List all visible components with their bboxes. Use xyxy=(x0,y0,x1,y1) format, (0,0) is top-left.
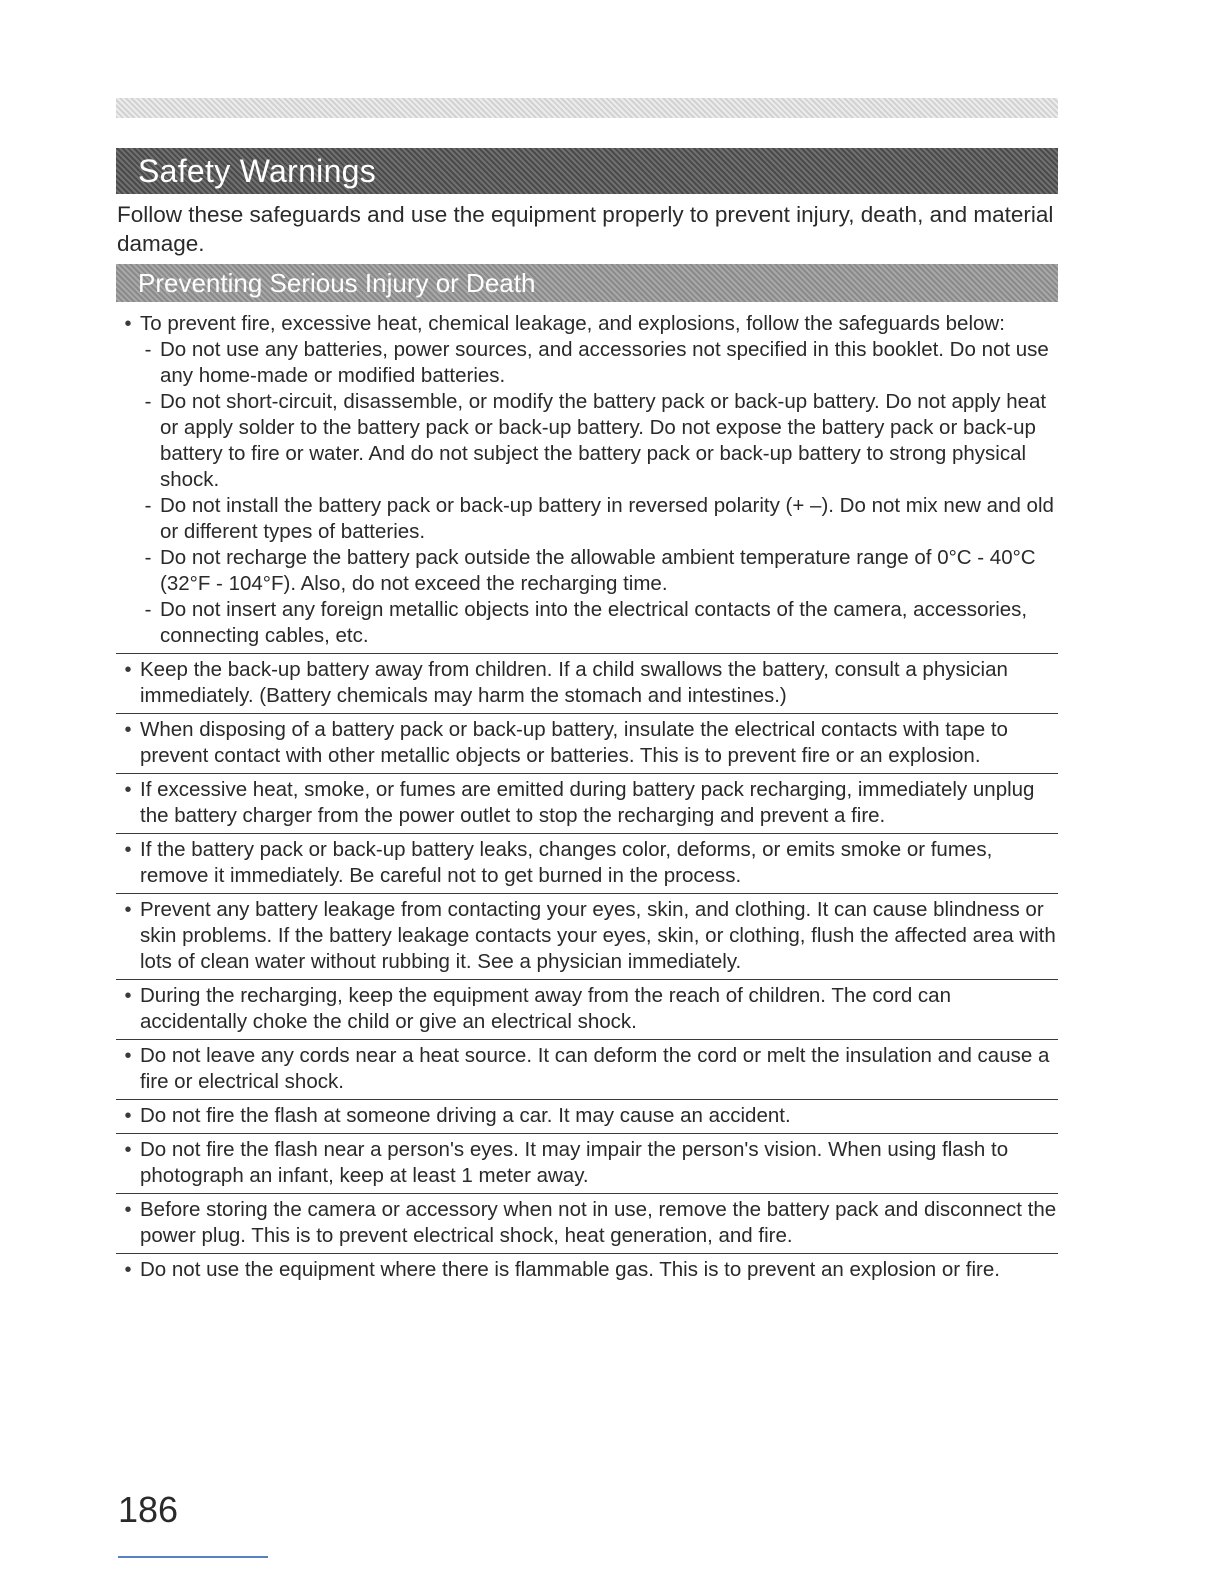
footer-rule xyxy=(118,1556,268,1558)
warning-text: Keep the back-up battery away from children. If a child swallows the battery, consult a physician immediately. (Battery chemicals may harm the stomach and intestines.) xyxy=(140,658,1008,707)
warning-sub-text: Do not install the battery pack or back-up battery in reversed polarity (+ –). Do not mix new and old or different types of batteries. xyxy=(160,494,1054,543)
warning-text: If excessive heat, smoke, or fumes are emitted during battery pack recharging, immediately unplug the battery charger from the power outlet to stop the recharging and prevent a fire. xyxy=(140,778,1035,827)
warning-text: Do not use the equipment where there is flammable gas. This is to prevent an explosion or fire. xyxy=(140,1258,1000,1281)
warning-text: Prevent any battery leakage from contacting your eyes, skin, and clothing. It can cause blindness or skin problems. If the battery leakage contacts your eyes, skin, or clothing, flush the affected area with lots of clean water without rubbing it. See a physician immediately. xyxy=(140,898,1056,973)
warning-sub-item xyxy=(140,545,1058,597)
warning-text: During the recharging, keep the equipment away from the reach of children. The cord can accidentally choke the child or give an electrical shock. xyxy=(140,984,951,1033)
intro-text: Follow these safeguards and use the equipment properly to prevent injury, death, and material damage. xyxy=(117,202,1054,256)
page-number: 186 xyxy=(118,1489,179,1530)
bullet-icon: • xyxy=(124,719,132,741)
bullet-icon: • xyxy=(124,1105,132,1127)
warning-sub-item xyxy=(140,337,1058,389)
warning-text: Do not fire the flash at someone driving a car. It may cause an accident. xyxy=(140,1104,791,1127)
warning-text: Do not leave any cords near a heat source. It can deform the cord or melt the insulation and cause a fire or electrical shock. xyxy=(140,1044,1050,1093)
section-title-bar xyxy=(116,148,1058,194)
bullet-icon: • xyxy=(124,899,132,921)
subsection-title: Preventing Serious Injury or Death xyxy=(138,268,536,298)
bullet-icon: • xyxy=(124,1045,132,1067)
bullet-icon: • xyxy=(124,1139,132,1161)
warning-item xyxy=(116,893,1058,979)
warning-text: To prevent fire, excessive heat, chemical leakage, and explosions, follow the safeguards below: xyxy=(140,312,1005,335)
bullet-icon: • xyxy=(124,313,132,335)
warning-text: Before storing the camera or accessory when not in use, remove the battery pack and disconnect the power plug. This is to prevent electrical shock, heat generation, and fire. xyxy=(140,1198,1057,1247)
bullet-icon: • xyxy=(124,839,132,861)
warning-item xyxy=(116,1039,1058,1099)
warning-sub-item xyxy=(140,389,1058,493)
warning-item xyxy=(116,713,1058,773)
warning-list xyxy=(116,308,1058,1287)
warning-text: If the battery pack or back-up battery leaks, changes color, deforms, or emits smoke or fumes, remove it immediately. Be careful not to get burned in the process. xyxy=(140,838,993,887)
bullet-icon: • xyxy=(124,985,132,1007)
warning-item xyxy=(116,773,1058,833)
bullet-icon: • xyxy=(124,659,132,681)
subsection-title-bar xyxy=(116,264,1058,302)
warning-sub-text: Do not recharge the battery pack outside the allowable ambient temperature range of 0°C - 40°C (32°F - 104°F). Also, do not exceed the recharging time. xyxy=(160,546,1036,595)
warning-item xyxy=(116,979,1058,1039)
warning-text: Do not fire the flash near a person's eyes. It may impair the person's vision. When using flash to photograph an infant, keep at least 1 meter away. xyxy=(140,1138,1009,1187)
dash-icon: - xyxy=(144,598,152,621)
warning-item xyxy=(116,833,1058,893)
warning-sub-text: Do not use any batteries, power sources, and accessories not specified in this booklet. Do not use any home-made or modified batteries. xyxy=(160,338,1049,387)
dash-icon: - xyxy=(144,390,152,413)
dash-icon: - xyxy=(144,494,152,517)
header-pattern-band xyxy=(116,98,1058,118)
dash-icon: - xyxy=(144,338,152,361)
warning-sub-item xyxy=(140,493,1058,545)
bullet-icon: • xyxy=(124,1259,132,1281)
warning-text: When disposing of a battery pack or back-up battery, insulate the electrical contacts with tape to prevent contact with other metallic objects or batteries. This is to prevent fire or an explosion. xyxy=(140,718,1008,767)
warning-item xyxy=(116,1253,1058,1287)
warning-item xyxy=(116,308,1058,653)
warning-sub-text: Do not insert any foreign metallic objects into the electrical contacts of the camera, accessories, connecting cables, etc. xyxy=(160,598,1028,647)
warning-sub-text: Do not short-circuit, disassemble, or modify the battery pack or back-up battery. Do not apply heat or apply solder to the battery pack or back-up battery. Do not expose the battery pack or back-up battery to fire or water. And do not subject the battery pack or back-up battery to strong physical shock. xyxy=(160,390,1047,491)
warning-item xyxy=(116,1133,1058,1193)
bullet-icon: • xyxy=(124,1199,132,1221)
bullet-icon: • xyxy=(124,779,132,801)
warning-item xyxy=(116,653,1058,713)
warning-sub-item xyxy=(140,597,1058,649)
warning-item xyxy=(116,1099,1058,1133)
warning-item xyxy=(116,1193,1058,1253)
dash-icon: - xyxy=(144,546,152,569)
section-title: Safety Warnings xyxy=(138,153,377,189)
